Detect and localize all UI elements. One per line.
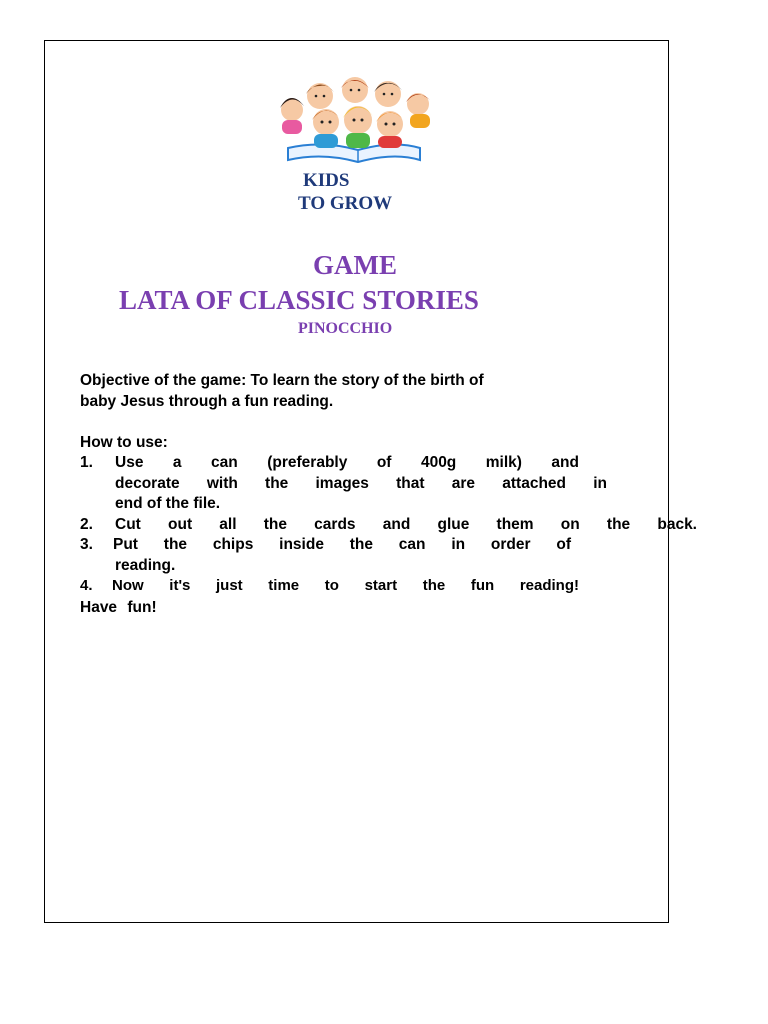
title-game: GAME	[313, 250, 397, 280]
step-1-line-1: Use a can (preferably of 400g milk) and	[115, 454, 579, 471]
kids-logo-icon	[270, 70, 446, 166]
step-3-number: 3.	[80, 536, 93, 553]
title-main: LATA OF CLASSIC STORIES	[119, 285, 479, 315]
brand-to-grow: TO GROW	[298, 193, 393, 214]
objective-line-1: Objective of the game: To learn the story of the birth of	[80, 372, 484, 389]
step-3-line-2: reading.	[115, 557, 176, 574]
title-subtitle: PINOCCHIO	[298, 320, 393, 337]
step-4-number: 4.	[80, 577, 93, 594]
step-2-number: 2.	[80, 516, 93, 533]
step-3-line-1: Put the chips inside the can in order of	[113, 536, 571, 553]
howto-heading: How to use:	[80, 434, 168, 451]
brand-kids: KIDS	[303, 170, 350, 191]
step-2-line-1: Cut out all the cards and glue them on the back.	[115, 516, 697, 533]
step-1-line-2: decorate with the images that are attached in	[115, 475, 607, 492]
objective-line-2: baby Jesus through a fun reading.	[80, 392, 334, 410]
step-4-line-1: Now it's just time to start the fun reading!	[112, 577, 579, 594]
step-1-line-3: end of the file.	[115, 495, 221, 512]
closing-text: Have fun!	[80, 599, 157, 616]
objective-text	[80, 371, 640, 412]
step-1-number: 1.	[80, 454, 93, 471]
